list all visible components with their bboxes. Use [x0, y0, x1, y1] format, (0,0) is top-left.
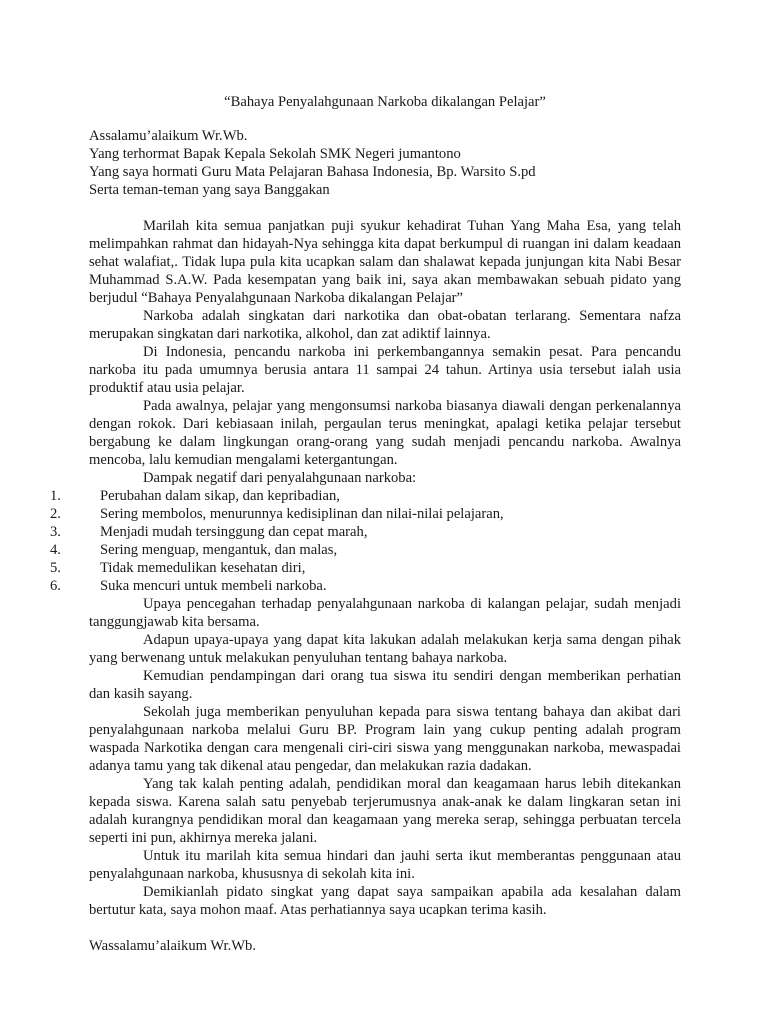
paragraph: Narkoba adalah singkatan dari narkotika dan obat-obatan terlarang. Sementara nafza merupakan singkatan dari narkotika, alkohol, dan zat adiktif lainnya.	[89, 308, 681, 342]
list-text: Sering membolos, menurunnya kedisiplinan dan nilai-nilai pelajaran,	[100, 506, 504, 522]
paragraph: Dampak negatif dari penyalahgunaan narkoba:	[143, 470, 417, 486]
list-item	[50, 523, 681, 541]
document-title: “Bahaya Penyalahgunaan Narkoba dikalangan Pelajar”	[224, 94, 546, 110]
list-text: Tidak memedulikan kesehatan diri,	[100, 560, 306, 576]
paragraph: Sekolah juga memberikan penyuluhan kepada para siswa tentang bahaya dan akibat dari penyalahgunaan narkoba melalui Guru BP. Program lain yang cukup penting adalah program waspada Narkotika dengan cara mengenali ciri-ciri siswa yang menggunakan narkoba, mewaspadai adanya tamu yang tak dikenal atau pengedar, dan melakukan razia dadakan.	[89, 704, 681, 774]
list-text: Perubahan dalam sikap, dan kepribadian,	[100, 488, 340, 504]
list-number: 5.	[50, 560, 61, 576]
paragraph: Adapun upaya-upaya yang dapat kita lakukan adalah melakukan kerja sama dengan pihak yang berwenang untuk melakukan penyuluhan tentang bahaya narkoba.	[89, 632, 681, 666]
list-number: 3.	[50, 524, 61, 540]
paragraph: Marilah kita semua panjatkan puji syukur kehadirat Tuhan Yang Maha Esa, yang telah melimpahkan rahmat dan hidayah-Nya sehingga kita dapat berkumpul di ruangan ini dalam keadaan sehat walafiat,. Tidak lupa pula kita ucapkan salam dan shalawat kepada junjungan kita Nabi Besar Muhammad S.A.W. Pada kesempatan yang baik ini, saya akan membawakan sebuah pidato yang berjudul “Bahaya Penyalahgunaan Narkoba dikalangan Pelajar”	[89, 218, 681, 306]
list-number: 6.	[50, 578, 61, 594]
list-number: 4.	[50, 542, 61, 558]
list-item	[50, 505, 681, 523]
negative-impact-list	[50, 487, 681, 595]
greeting-line: Serta teman-teman yang saya Banggakan	[89, 182, 330, 198]
document-page	[50, 93, 681, 955]
greeting-line: Yang saya hormati Guru Mata Pelajaran Bahasa Indonesia, Bp. Warsito S.pd	[89, 164, 536, 180]
list-item	[50, 541, 681, 559]
list-number: 1.	[50, 488, 61, 504]
greeting-line: Yang terhormat Bapak Kepala Sekolah SMK Negeri jumantono	[89, 146, 461, 162]
list-text: Suka mencuri untuk membeli narkoba.	[100, 578, 327, 594]
paragraph: Demikianlah pidato singkat yang dapat saya sampaikan apabila ada kesalahan dalam bertutur kata, saya mohon maaf. Atas perhatiannya saya ucapkan terima kasih.	[89, 884, 681, 918]
paragraph: Kemudian pendampingan dari orang tua siswa itu sendiri dengan memberikan perhatian dan kasih sayang.	[89, 668, 681, 702]
greetings	[89, 127, 681, 199]
list-item	[50, 559, 681, 577]
paragraph: Di Indonesia, pencandu narkoba ini perkembangannya semakin pesat. Para pencandu narkoba itu pada umumnya berusia antara 11 sampai 24 tahun. Artinya usia tersebut ialah usia produktif atau usia pelajar.	[89, 344, 681, 396]
list-item	[50, 577, 681, 595]
list-text: Sering menguap, mengantuk, dan malas,	[100, 542, 338, 558]
list-number: 2.	[50, 506, 61, 522]
paragraph: Yang tak kalah penting adalah, pendidikan moral dan keagamaan harus lebih ditekankan kepada siswa. Karena salah satu penyebab terjerumusnya anak-anak ke dalam lingkaran setan ini adalah kurangnya pendidikan moral dan keagamaan yang mereka serap, sehingga perbuatan tercela seperti ini pun, akhirnya mereka jalani.	[89, 776, 681, 846]
paragraph: Upaya pencegahan terhadap penyalahgunaan narkoba di kalangan pelajar, sudah menjadi tanggungjawab kita bersama.	[89, 596, 681, 630]
greeting-line: Assalamu’alaikum Wr.Wb.	[89, 128, 248, 144]
closing-greeting: Wassalamu’alaikum Wr.Wb.	[89, 938, 256, 954]
paragraph: Untuk itu marilah kita semua hindari dan jauhi serta ikut memberantas penggunaan atau penyalahgunaan narkoba, khususnya di sekolah kita ini.	[89, 848, 681, 882]
paragraph: Pada awalnya, pelajar yang mengonsumsi narkoba biasanya diawali dengan perkenalannya dengan rokok. Dari kebiasaan inilah, pergaulan terus meningkat, apalagi ketika pelajar tersebut bergabung ke dalam lingkungan orang-orang yang sudah menjadi pencandu narkoba. Awalnya mencoba, lalu kemudian mengalami ketergantungan.	[89, 398, 681, 468]
list-text: Menjadi mudah tersinggung dan cepat marah,	[100, 524, 368, 540]
list-item	[50, 487, 681, 505]
